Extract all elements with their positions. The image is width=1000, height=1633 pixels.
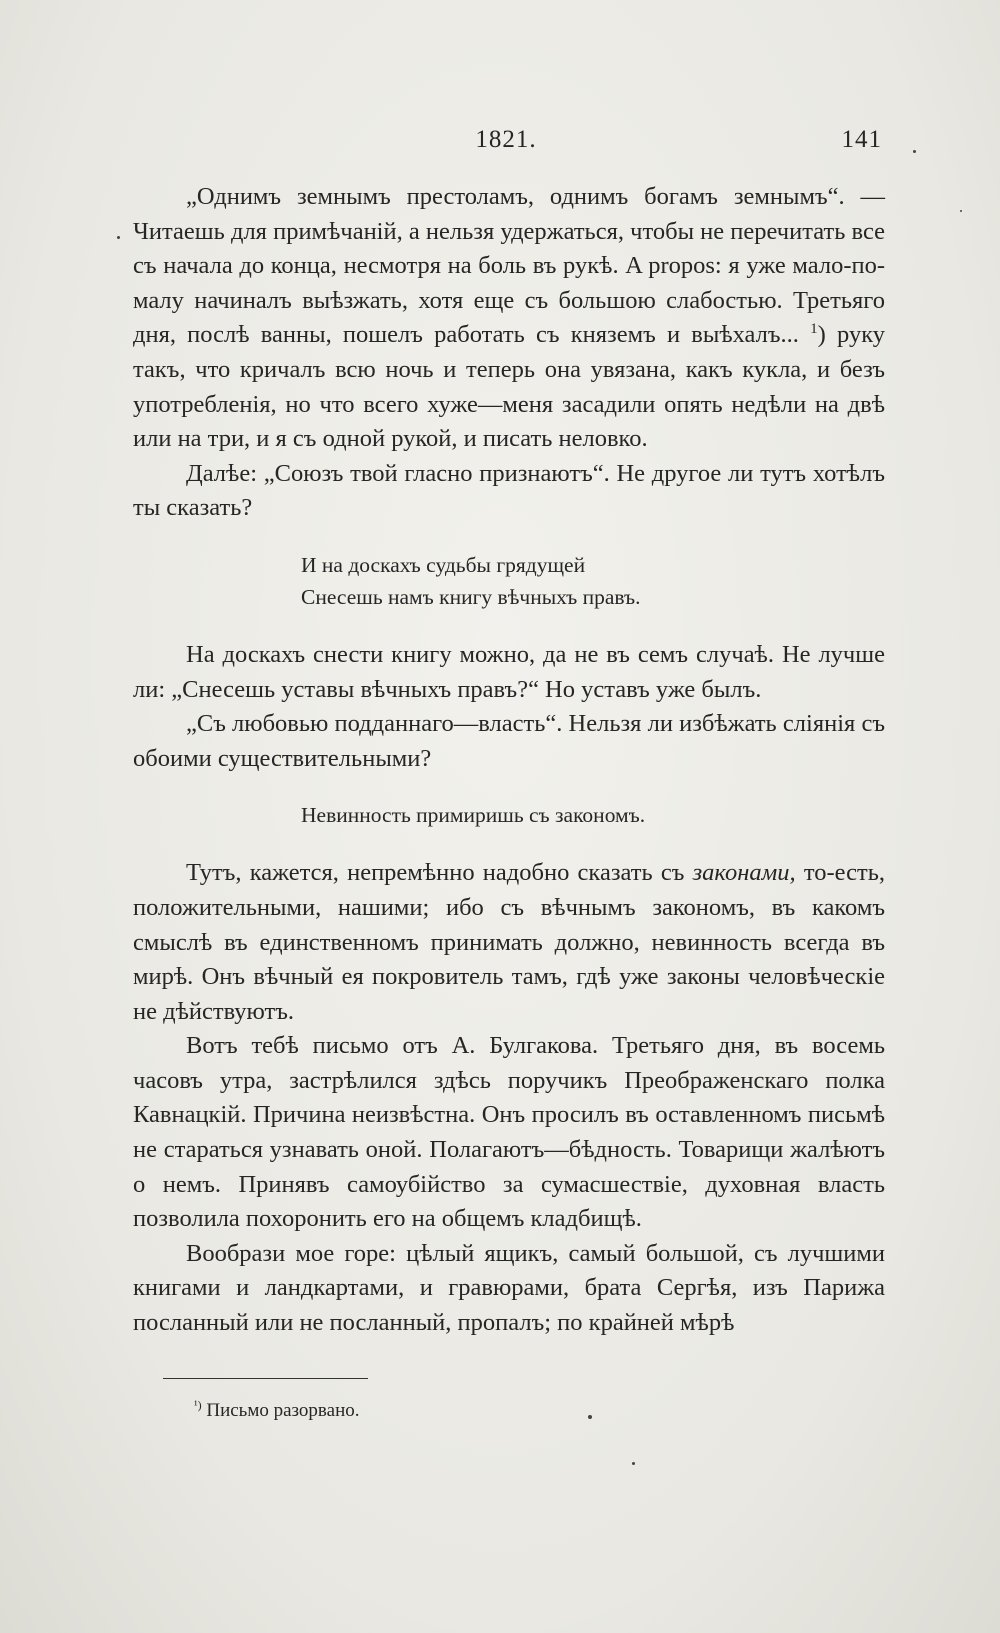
paragraph-2: Далѣе: „Союзъ твой гласно признаютъ“. Не другое ли тутъ хотѣлъ ты сказать?	[133, 459, 885, 522]
paragraph-7: Вообрази мое горе: цѣлый ящикъ, самый большой, съ лучшими книгами и ландкартами, и гравюрами, брата Сергѣя, изъ Парижа посланный или не посланный, пропалъ; по крайней мѣрѣ	[133, 1239, 885, 1337]
verse-line: Невинность примиришь съ закономъ.	[301, 803, 646, 828]
paragraph-1-text: „Однимъ земнымъ престоламъ, однимъ богамъ земнымъ“. — Читаешь для примѣчаній, а нельзя удержаться, чтобы не перечитать все съ начала до конца, несмотря на боль въ рукѣ. A propos: я уже мало-по-малу начиналъ выѣзжать, хотя еще съ большою слабостью. Третьяго дня, послѣ ванны, пошелъ работать съ княземъ и выѣхалъ...	[133, 183, 885, 349]
paragraph-6: Вотъ тебѣ письмо отъ А. Булгакова. Третьяго дня, въ восемь часовъ утра, застрѣлился здѣсь поручикъ Преображенскаго полка Кавнацкій. Причина неизвѣстна. Онъ просилъ въ оставленномъ письмѣ не стараться узнавать оной. Полагаютъ—бѣдность. Товарищи жалѣютъ о немъ. Принявъ самоубійство за сумасшествіе, духовная власть позволила похоронить его на общемъ кладбищѣ.	[133, 1032, 885, 1233]
paragraph-3: На доскахъ снести книгу можно, да не въ семъ случаѣ. Не лучше ли: „Снесешь уставы вѣчныхъ правъ?“ Но уставъ уже былъ.	[133, 640, 885, 703]
verse-line: Снесешь намъ книгу вѣчныхъ правъ.	[301, 584, 641, 609]
paragraph-1-continuation: руку такъ, что кричалъ всю ночь и теперь она увязана, какъ кукла, и безъ употребленія, но что всего хуже—меня засадили опять недѣли на двѣ или на три, и я съ одной рукой, и писать неловко.	[133, 321, 885, 453]
paragraph-5	[133, 856, 885, 1029]
scan-speck	[960, 210, 962, 212]
running-header	[130, 126, 882, 166]
page-number: 141	[841, 126, 882, 153]
footnote	[194, 1398, 360, 1424]
footnote-rule	[163, 1378, 368, 1379]
paragraph-5-continuation: то-есть, положительными, нашими; ибо съ вѣчнымъ закономъ, въ какомъ смыслѣ въ единственномъ принимать должно, невинность всегда въ мирѣ. Онъ вѣчный ея покровитель тамъ, гдѣ уже законы человѣческіе не дѣйствуютъ.	[133, 859, 885, 1025]
footnote-marker: ¹)	[194, 1398, 202, 1412]
footnote-reference: 1	[810, 321, 818, 338]
verse-line: И на доскахъ судьбы грядущей	[301, 552, 586, 577]
scan-speck	[913, 150, 916, 153]
italic-emphasis: законами,	[692, 859, 796, 887]
scan-speck	[588, 1415, 592, 1419]
page-body	[133, 180, 885, 1341]
scan-speck	[632, 1462, 635, 1465]
paragraph-4: „Съ любовью подданнаго—власть“. Нельзя ли избѣжать слiянія съ обоими существительными?	[133, 710, 885, 772]
paragraph-5-text: Тутъ, кажется, непремѣнно надобно сказать съ	[186, 859, 693, 887]
verse-quote-2	[301, 799, 885, 831]
footnote-text: Письмо разорвано.	[201, 1400, 360, 1421]
header-year: 1821.	[475, 126, 537, 153]
verse-quote-1	[301, 549, 885, 613]
paragraph-1: „Однимъ земнымъ престоламъ, однимъ богамъ земнымъ“. — Читаешь для примѣчаній, а нельзя удержаться, чтобы не перечитать все съ начала до конца, несмотря на боль въ рукѣ. A propos: я уже мало-по-малу начиналъ выѣзжать, хотя еще съ большою слабостью. Третьяго дня, послѣ ванны, пошелъ работать съ княземъ и выѣхалъ... $^1$) руку такъ, что кричалъ всю ночь и теперь она увязана, какъ кукла, и безъ употребленія, но что всего хуже—меня засадили опять недѣли на двѣ или на три, и я съ одной рукой, и писать неловко.	[133, 183, 885, 453]
scan-speck	[117, 236, 120, 239]
